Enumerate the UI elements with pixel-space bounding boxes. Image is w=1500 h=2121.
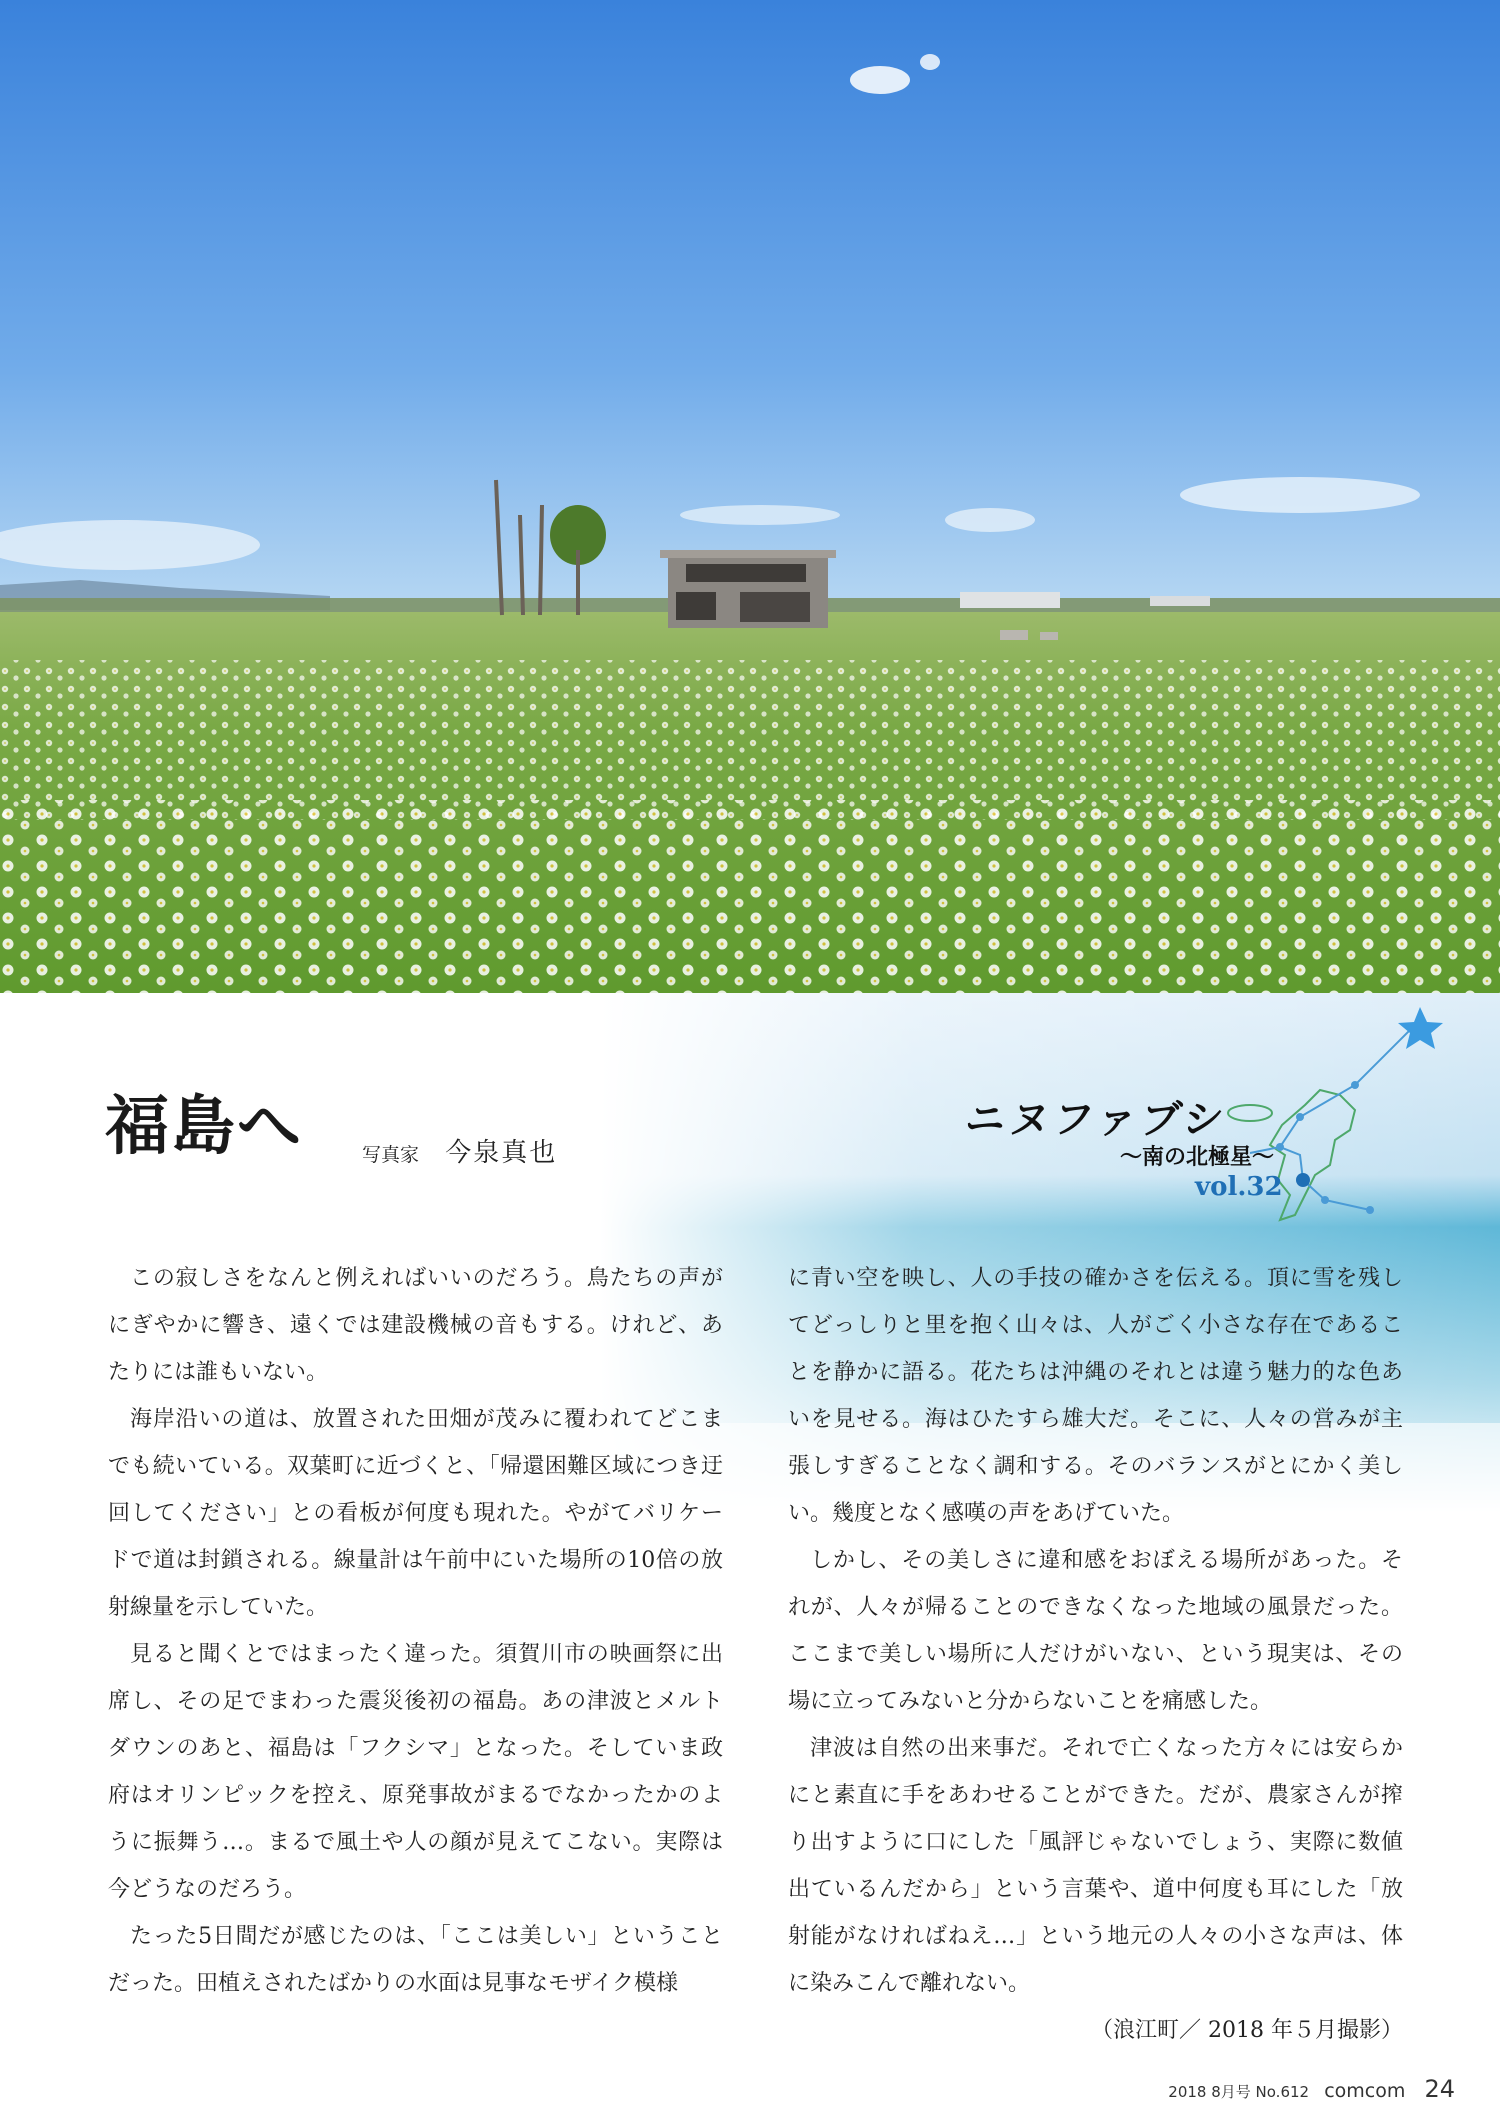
author-credit bbox=[362, 1132, 557, 1169]
paragraph: 見ると聞くとではまったく違った。須賀川市の映画祭に出席し、その足でまわった震災後初の福島。あの津波とメルトダウンのあと、福島は「フクシマ」となった。そしていま政府はオリンピックを控え、原発事故がまるでなかったかのように振舞う…。まるで風土や人の顔が見えてこない。実際は今どうなのだろう。 bbox=[108, 1642, 723, 1902]
body-column-right bbox=[788, 1255, 1403, 2054]
series-title: ニヌファブシ bbox=[962, 1097, 1231, 1143]
series-volume: vol.32 bbox=[1195, 1172, 1283, 1202]
magazine-brand: comcom bbox=[1324, 2080, 1406, 2102]
paragraph: この寂しさをなんと例えればいいのだろう。鳥たちの声がにぎやかに響き、遠くでは建設機械の音もする。けれど、あたりには誰もいない。 bbox=[108, 1266, 723, 1385]
issue-info: 2018 8月号 No.612 bbox=[1168, 2083, 1310, 2101]
page-footer bbox=[1168, 2075, 1455, 2103]
star-icon bbox=[1398, 1007, 1443, 1049]
landscape-image bbox=[0, 0, 1500, 993]
paragraph: たった5日間だが感じたのは、「ここは美しい」ということだった。田植えされたばかりの水面は見事なモザイク模様 bbox=[108, 1924, 723, 1996]
series-subtitle: 〜南の北極星〜 bbox=[1120, 1144, 1275, 1170]
paragraph: に青い空を映し、人の手技の確かさを伝える。頂に雪を残してどっしりと里を抱く山々は、人がごく小さな存在であることを静かに語る。花たちは沖縄のそれとは違う魅力的な色あいを見せる。海はひたすら雄大だ。そこに、人々の営みが主張しすぎることなく調和する。そのバランスがとにかく美しい。幾度となく感嘆の声をあげていた。 bbox=[788, 1266, 1403, 1526]
paragraph: 津波は自然の出来事だ。それで亡くなった方々には安らかにと素直に手をあわせることができた。だが、農家さんが搾り出すように口にした「風評じゃないでしょう、実際に数値出ているんだから」という言葉や、道中何度も耳にした「放射能がなければねえ…」という地元の人々の小さな声は、体に染みこんで離れない。 bbox=[788, 1736, 1403, 1996]
photo-note: （浪江町／ 2018 年５月撮影） bbox=[1091, 2018, 1403, 2043]
credit-role: 写真家 bbox=[362, 1144, 420, 1166]
paragraph: 海岸沿いの道は、放置された田畑が茂みに覆われてどこまでも続いている。双葉町に近づくと、「帰還困難区域につき迂回してください」との看板が何度も現れた。やがてバリケードで道は封鎖される。線量計は午前中にいた場所の10倍の放射線量を示していた。 bbox=[108, 1407, 723, 1620]
article-title: 福島へ bbox=[105, 1089, 303, 1164]
page-number: 24 bbox=[1424, 2075, 1455, 2103]
paragraph: しかし、その美しさに違和感をおぼえる場所があった。それが、人々が帰ることのできなくなった地域の風景だった。ここまで美しい場所に人だけがいない、という現実は、その場に立ってみないと分からないことを痛感した。 bbox=[788, 1548, 1403, 1714]
body-column-left bbox=[108, 1255, 723, 2007]
article-header bbox=[105, 1089, 303, 1164]
cover-photo bbox=[0, 0, 1500, 993]
credit-name: 今泉真也 bbox=[445, 1138, 558, 1168]
